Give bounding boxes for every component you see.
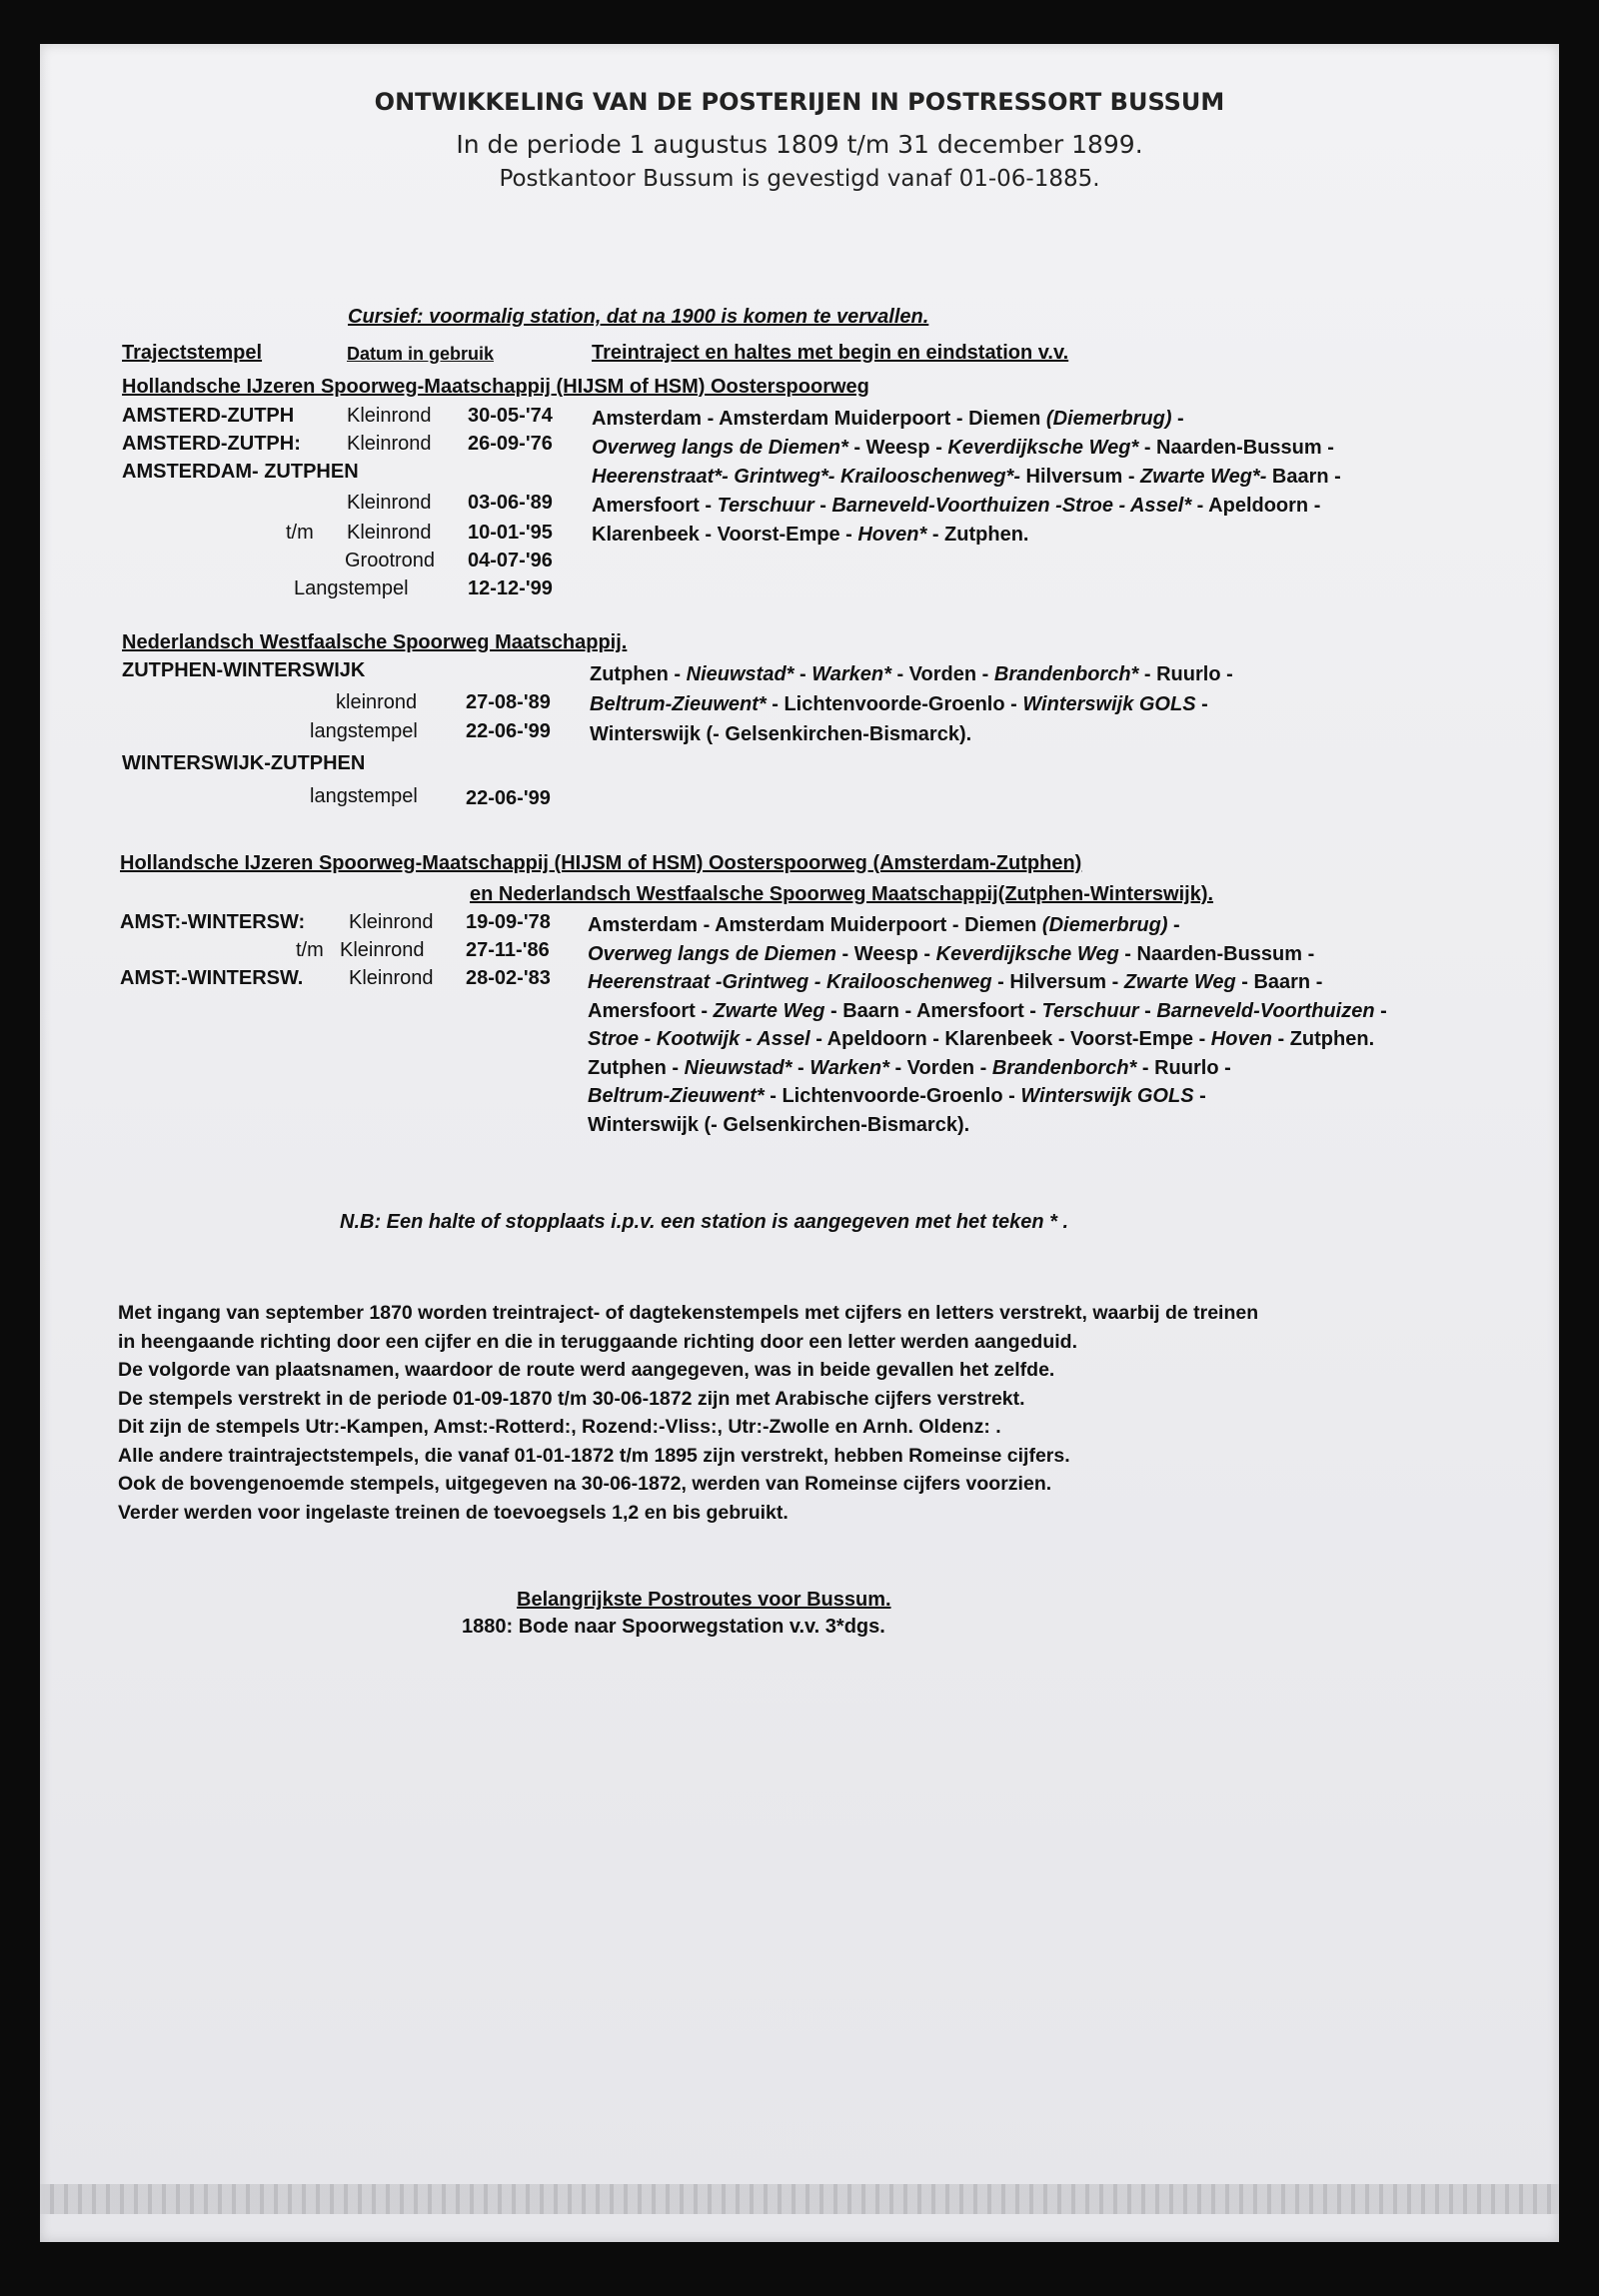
route-segment: Zutphen -: [590, 663, 687, 685]
route-segment: - Ruurlo -: [1136, 1056, 1231, 1079]
route-segment: - Zutphen.: [1271, 1028, 1375, 1050]
route-line: [588, 997, 1387, 1026]
route-segment: -: [794, 663, 812, 685]
route-line: [592, 521, 1341, 550]
route-line: [588, 1082, 1387, 1111]
route-segment: - Lichtenvoorde-Groenlo -: [766, 693, 1023, 715]
route-segment: - Ruurlo -: [1138, 663, 1233, 685]
route-segment-former-station: Terschuur: [1041, 999, 1139, 1022]
legend-note: Cursief: voormalig station, dat na 1900 is komen te vervallen.: [348, 306, 929, 328]
route-segment: - Apeldoorn - Klarenbeek - Voorst-Empe -: [809, 1028, 1211, 1050]
stamp-date: 10-01-'95: [468, 522, 553, 544]
route-segment-former-station: Zwarte Weg: [713, 999, 825, 1022]
stamp-type: Langstempel: [294, 577, 409, 599]
stamp-date: 27-11-'86: [466, 939, 550, 961]
route-segment: Amsterdam - Amsterdam Muiderpoort - Diemen: [588, 914, 1042, 936]
route-segment: Klarenbeek - Voorst-Empe -: [592, 524, 858, 546]
stamp-date: 26-09-'76: [468, 433, 553, 455]
stamp-name: WINTERSWIJK-ZUTPHEN: [122, 752, 366, 774]
route-segment: - Weesp -: [847, 437, 948, 459]
page-subtitle: In de periode 1 augustus 1809 t/m 31 december 1899.: [456, 130, 1143, 159]
route-line: [592, 405, 1341, 434]
route-segment: - Vorden -: [890, 663, 994, 685]
stamp-name: AMSTERD-ZUTPH: [122, 405, 295, 427]
page-subtitle-2: Postkantoor Bussum is gevestigd vanaf 01-06-1885.: [499, 166, 1100, 192]
route-line: [590, 689, 1233, 719]
page-title: ONTWIKKELING VAN DE POSTERIJEN IN POSTRESSORT BUSSUM: [374, 88, 1225, 116]
stamp-date: 04-07-'96: [468, 550, 553, 572]
col-heading-traject: Treintraject en haltes met begin en eindstation v.v.: [592, 342, 1069, 364]
route-segment: - Lichtenvoorde-Groenlo -: [764, 1085, 1021, 1107]
paragraph-line: De volgorde van plaatsnamen, waardoor de route werd aangegeven, was in beide gevallen het zelfde.: [118, 1359, 1055, 1381]
route-segment-former-station: Overweg langs de Diemen*: [592, 437, 848, 459]
route-line: [592, 492, 1341, 521]
section3-heading-2: en Nederlandsch Westfaalsche Spoorweg Maatschappij(Zutphen-Winterswijk).: [470, 883, 1214, 905]
document-sheet: [40, 44, 1559, 2242]
route-segment-former-station: Keverdijksche Weg*: [947, 437, 1139, 459]
route-segment-former-station: Brandenborch*: [993, 663, 1139, 685]
paragraph-line: Alle andere traintrajectstempels, die vanaf 01-01-1872 t/m 1895 zijn verstrekt, hebben Romeinse cijfers.: [118, 1444, 1070, 1467]
route-line: [588, 1025, 1387, 1054]
route-segment: - Apeldoorn -: [1191, 495, 1321, 517]
route-line: [590, 659, 1233, 689]
paragraph-line: in heengaande richting door een cijfer en die in teruggaande richting door een letter werden aangeduid.: [118, 1330, 1077, 1353]
section2-heading: Nederlandsch Westfaalsche Spoorweg Maatschappij.: [122, 631, 628, 653]
stamp-name: AMSTERD-ZUTPH:: [122, 433, 301, 455]
stamp-date: 27-08-'89: [466, 691, 551, 713]
section1-heading: Hollandsche IJzeren Spoorweg-Maatschappij (HIJSM of HSM) Oosterspoorweg: [122, 376, 869, 398]
stamp-type: Grootrond: [345, 550, 436, 572]
paragraph-line: Met ingang van september 1870 worden treintraject- of dagtekenstempels met cijfers en letters verstrekt, waarbij de treinen: [118, 1302, 1259, 1324]
route-segment: -: [1167, 914, 1180, 936]
route-segment: - Baarn - Amersfoort -: [824, 999, 1042, 1022]
stamp-type: Kleinrond: [349, 911, 434, 933]
stamp-name: AMSTERDAM- ZUTPHEN: [122, 461, 359, 483]
route-segment-former-station: Winterswijk GOLS: [1020, 1085, 1194, 1107]
route-segment-former-station: Warken*: [809, 1056, 889, 1079]
stamp-date: 22-06-'99: [466, 787, 551, 809]
route-line: [592, 463, 1341, 492]
postroutes-line: 1880: Bode naar Spoorwegstation v.v. 3*dgs.: [462, 1616, 885, 1638]
route-segment-former-station: Beltrum-Zieuwent*: [588, 1085, 765, 1107]
route-segment: -: [813, 495, 832, 517]
stamp-type: Kleinrond: [347, 405, 432, 427]
stamp-date: 03-06-'89: [468, 492, 553, 514]
route-segment: -: [1374, 999, 1387, 1022]
route-segment-former-station: (Diemerbrug): [1045, 408, 1172, 430]
route-segment: - Zutphen.: [926, 524, 1029, 546]
route-line: [588, 1111, 1387, 1140]
route-line: [592, 434, 1341, 463]
stamp-range-marker: t/m: [286, 522, 314, 544]
paragraph-line: De stempels verstrekt in de periode 01-09-1870 t/m 30-06-1872 zijn met Arabische cijfers verstrekt.: [118, 1387, 1025, 1410]
route-segment-former-station: Keverdijksche Weg: [935, 942, 1119, 965]
stamp-type: kleinrond: [336, 691, 418, 713]
route-segment-former-station: Beltrum-Zieuwent*: [590, 693, 767, 715]
stamp-type: Kleinrond: [349, 967, 434, 989]
section3-heading: Hollandsche IJzeren Spoorweg-Maatschappij (HIJSM of HSM) Oosterspoorweg (Amsterdam-Zutphen): [120, 852, 1082, 874]
nb-note: N.B: Een halte of stopplaats i.p.v. een station is aangegeven met het teken * .: [340, 1211, 1069, 1233]
postroutes-heading: Belangrijkste Postroutes voor Bussum.: [517, 1589, 891, 1611]
route-segment: Amersfoort -: [592, 495, 718, 517]
stamp-type: Kleinrond: [347, 522, 432, 544]
route-segment-former-station: Heerenstraat*- Grintweg*- Krailooschenweg*-: [592, 466, 1020, 488]
route-segment-former-station: Nieuwstad*: [684, 1056, 793, 1079]
route-line: [590, 719, 1233, 749]
stamp-name: AMST:-WINTERSW:: [120, 911, 306, 933]
stamp-type: Kleinrond: [347, 492, 432, 514]
route-segment-former-station: Nieuwstad*: [686, 663, 795, 685]
route-segment-former-station: Winterswijk GOLS: [1022, 693, 1196, 715]
route-segment: -: [792, 1056, 810, 1079]
route-segment: - Weesp -: [835, 942, 936, 965]
route-segment: - Naarden-Bussum -: [1118, 942, 1315, 965]
route-segment: Zutphen -: [588, 1056, 685, 1079]
paragraph-line: Ook de bovengenoemde stempels, uitgegeven na 30-06-1872, werden van Romeinse cijfers voorzien.: [118, 1473, 1052, 1495]
route-segment: Winterswijk (- Gelsenkirchen-Bismarck).: [588, 1113, 970, 1136]
stamp-name: AMST:-WINTERSW.: [120, 967, 304, 989]
col-heading-trajectstempel: Trajectstempel: [122, 342, 263, 364]
stamp-date: 22-06-'99: [466, 720, 551, 742]
route-segment: -: [1138, 999, 1157, 1022]
stamp-date: 19-09-'78: [466, 911, 551, 933]
section2-route: [590, 659, 1233, 749]
stamp-range-marker: t/m: [296, 939, 324, 961]
section1-route: [592, 405, 1341, 550]
route-segment-former-station: Overweg langs de Diemen: [588, 942, 836, 965]
route-segment-former-station: Hoven: [1210, 1028, 1272, 1050]
route-segment: -: [1171, 408, 1184, 430]
route-line: [588, 1054, 1387, 1083]
route-segment-former-station: Terschuur: [717, 495, 814, 517]
route-line: [588, 940, 1387, 969]
route-segment: Baarn -: [1266, 466, 1341, 488]
stamp-type: langstempel: [310, 785, 418, 807]
route-segment: - Hilversum -: [991, 971, 1124, 993]
route-segment-former-station: Warken*: [811, 663, 891, 685]
stamp-type: Kleinrond: [347, 433, 432, 455]
explanation-paragraph: [118, 1299, 1258, 1527]
route-segment-former-station: Barneveld-Voorthuizen: [1156, 999, 1375, 1022]
route-line: [588, 911, 1387, 940]
route-segment-former-station: Barneveld-Voorthuizen -Stroe - Assel*: [831, 495, 1192, 517]
route-segment-former-station: Zwarte Weg: [1123, 971, 1236, 993]
route-segment-former-station: Heerenstraat -Grintweg - Krailooschenweg: [588, 971, 992, 993]
sleeve-edge: [40, 2184, 1559, 2214]
route-segment: Hilversum -: [1020, 466, 1141, 488]
stamp-date: 30-05-'74: [468, 405, 553, 427]
col-heading-datum: Datum in gebruik: [347, 344, 495, 364]
route-segment-former-station: Zwarte Weg*-: [1140, 466, 1267, 488]
route-segment: -: [1195, 693, 1208, 715]
route-segment-former-station: (Diemerbrug): [1041, 914, 1168, 936]
stamp-date: 28-02-'83: [466, 967, 551, 989]
route-segment-former-station: Brandenborch*: [991, 1056, 1137, 1079]
route-segment: Amersfoort -: [588, 999, 714, 1022]
stamp-name: ZUTPHEN-WINTERSWIJK: [122, 659, 366, 681]
route-segment: Winterswijk (- Gelsenkirchen-Bismarck).: [590, 723, 972, 745]
route-segment: Amsterdam - Amsterdam Muiderpoort - Diemen: [592, 408, 1046, 430]
stamp-date: 12-12-'99: [468, 577, 553, 599]
route-segment: - Naarden-Bussum -: [1138, 437, 1334, 459]
route-segment: - Baarn -: [1235, 971, 1323, 993]
paragraph-line: Verder werden voor ingelaste treinen de toevoegsels 1,2 en bis gebruikt.: [118, 1501, 789, 1524]
route-segment-former-station: Stroe - Kootwijk - Assel: [588, 1028, 810, 1050]
stamp-type: langstempel: [310, 720, 418, 742]
route-line: [588, 968, 1387, 997]
paragraph-line: Dit zijn de stempels Utr:-Kampen, Amst:-Rotterd:, Rozend:-Vliss:, Utr:-Zwolle en Arnh. Oldenz: .: [118, 1416, 1001, 1438]
route-segment-former-station: Hoven*: [857, 524, 927, 546]
section3-route: [588, 911, 1387, 1139]
route-segment: - Vorden -: [888, 1056, 992, 1079]
route-segment: -: [1193, 1085, 1206, 1107]
stamp-type: Kleinrond: [340, 939, 425, 961]
